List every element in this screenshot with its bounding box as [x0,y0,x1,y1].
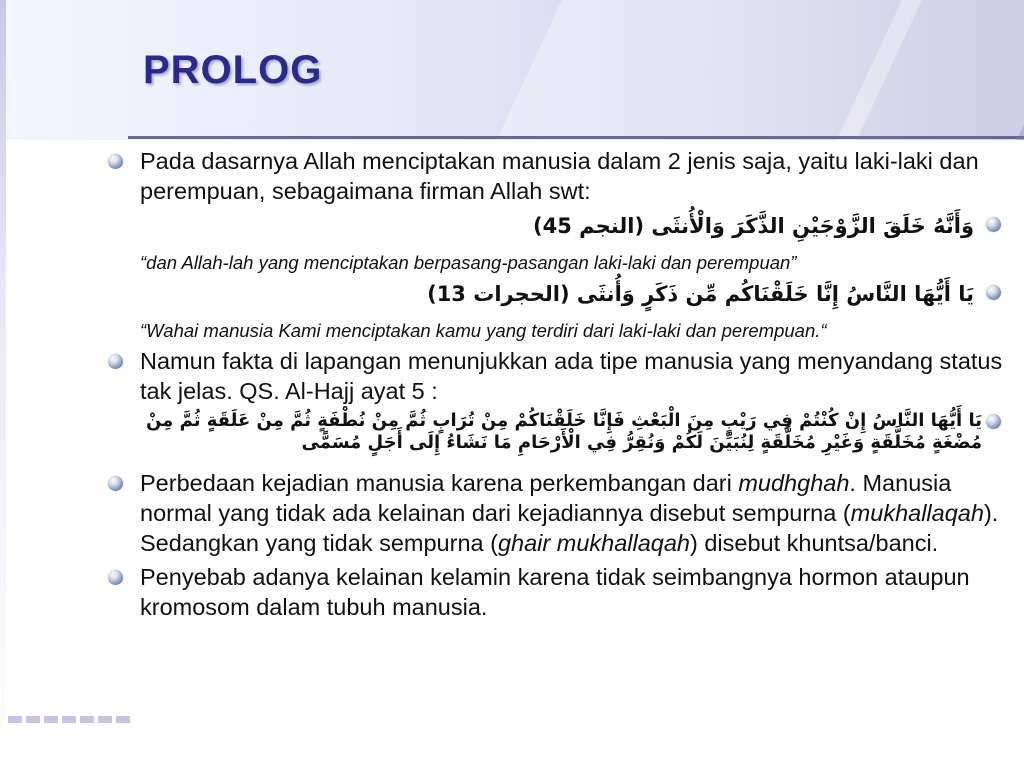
slide-content [104,146,1004,622]
term-mudhghah: mudhghah [738,470,850,496]
arabic-verse-3 [104,410,1004,454]
term-ghair-mukhallaqah: ghair mukhallaqah [497,530,690,556]
bullet-icon [108,476,123,491]
arabic-verse-1 [104,210,1004,242]
bottom-left-decoration [8,716,130,723]
translation-1: “dan Allah-lah yang menciptakan berpasang-pasangan laki-laki dan perempuan” [140,252,797,273]
paragraph-3 [140,468,1010,558]
bullet-icon [108,154,123,169]
paragraph-3-text-c: . Manusia normal yang tidak ada kelainan dari kejadiannya disebut sempurna ( [140,470,952,526]
bullet-item-1 [104,146,1004,206]
bullet-item-2 [104,346,1004,406]
paragraph-1: Pada dasarnya Allah menciptakan manusia dalam 2 jenis saja, yaitu laki-laki dan perempuan, sebagaimana firman Allah swt: [140,148,979,204]
term-mukhallaqah: mukhallaqah [850,500,984,526]
translation-2: “Wahai manusia Kami menciptakan kamu yang terdiri dari laki-laki dan perempuan.“ [140,320,827,341]
bullet-icon [986,217,1001,232]
arabic-text-1: وَأَنَّهُ خَلَقَ الزَّوْجَيْنِ الذَّكَرَ وَالْأُنثَى (النجم 45) [533,214,974,238]
slide-title: PROLOG [143,48,323,92]
arabic-verse-2 [104,278,1004,310]
bullet-icon [986,414,1001,429]
arabic-text-2: يَا أَيُّهَا النَّاسُ إِنَّا خَلَقْنَاكُم مِّن ذَكَرٍ وَأُنثَى (الحجرات 13) [427,282,974,306]
paragraph-2: Namun fakta di lapangan menunjukkan ada tipe manusia yang menyandang status tak jelas. QS. Al-Hajj ayat 5 : [140,348,1003,404]
arabic-text-3: يَا أَيُّهَا النَّاسُ إِنْ كُنْتُمْ فِي رَيْبٍ مِنَ الْبَعْثِ فَإِنَّا خَلَقْنَاكُمْ مِنْ تُرَابٍ ثُمَّ مِنْ نُطْفَةٍ ثُمَّ مِنْ عَلَقَةٍ ثُمَّ مِنْ مُضْغَةٍ مُخَلَّقَةٍ وَغَيْرِ مُخَلَّقَةٍ لِنُبَيِّنَ لَكُمْ وَنُقِرُّ فِي الْأَرْحَامِ مَا نَشَاءُ إِلَى أَجَلٍ مُسَمًّى [145,410,982,453]
paragraph-3-text-a: Perbedaan kejadian manusia karena perkembangan dari [140,470,739,496]
paragraph-3-text-g: ) disebut khuntsa/banci. [690,530,939,556]
bullet-icon [986,285,1001,300]
paragraph-4: Penyebab adanya kelainan kelamin karena tidak seimbangnya hormon ataupun kromosom dalam tubuh manusia. [140,564,970,620]
bullet-icon [108,354,123,369]
left-decorative-strip [0,0,6,765]
bullet-item-3 [104,468,1004,558]
bullet-icon [108,570,123,585]
bullet-item-4 [104,562,1004,622]
paragraph-3-text-e: ). Sedangkan yang tidak sempurna ( [140,500,999,556]
title-divider [128,136,1024,139]
